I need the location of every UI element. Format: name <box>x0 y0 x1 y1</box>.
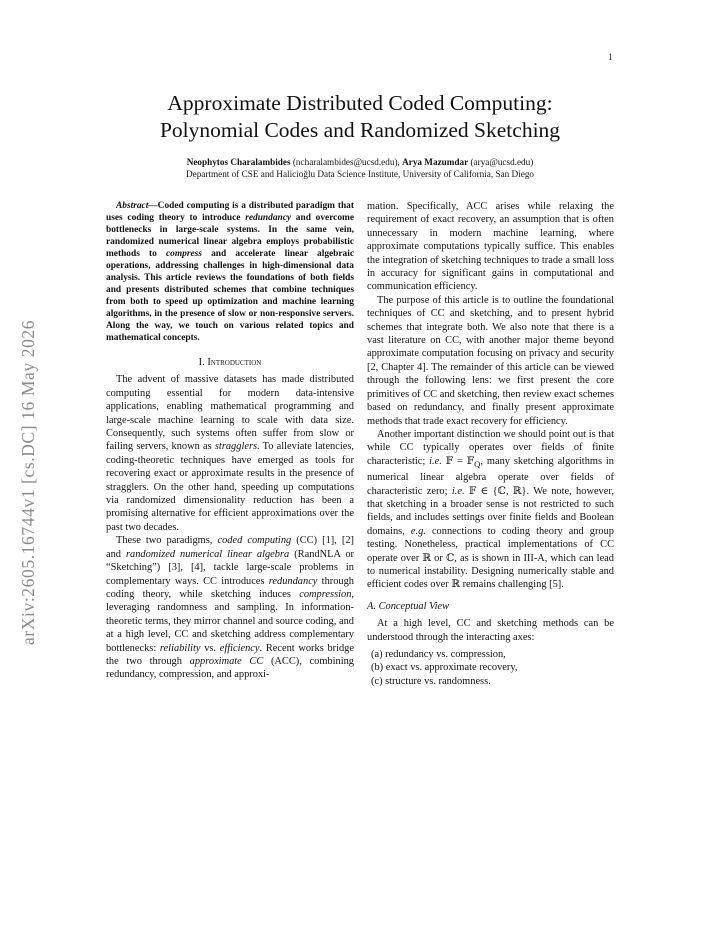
abstract-text-2: and overcome bottlenecks in large-scale systems. In the same vein, randomized numerical linear algebra employs probabilistic methods to <box>106 213 355 259</box>
subsection-label: A. <box>367 600 376 612</box>
author-1-name: Neophytos Charalambides <box>186 157 291 167</box>
abstract-dash: — <box>148 201 158 211</box>
subsection-heading-conceptual-view <box>367 600 614 613</box>
p2-emph-redundancy: redundancy <box>268 575 318 587</box>
subsection-title: Conceptual View <box>378 600 450 612</box>
p5-ie-1: i.e. <box>429 455 442 467</box>
intro-paragraph-1 <box>106 373 354 534</box>
p2-emph-coded-computing: coded computing <box>217 535 292 547</box>
p2-emph-acc: approximate CC <box>189 655 264 667</box>
section-number: I. <box>198 357 205 368</box>
p2-emph-randnla: randomized numerical linear algebra <box>125 548 290 560</box>
title-line-2: Polynomial Codes and Randomized Sketching <box>159 118 561 142</box>
list-item: (c) structure vs. randomness. <box>371 675 491 687</box>
p5-eg: e.g. <box>410 525 426 537</box>
p2-text-k: vs. <box>200 642 220 654</box>
p2-text-a: These two paradigms, <box>116 535 218 547</box>
p5-ie-2: i.e. <box>451 485 465 497</box>
p5-field-sub: Q <box>474 458 481 469</box>
p1-text-a: The advent of massive datasets has made distributed computing essential for modern data-intensive applications, enabling mathematical programming and large-scale machine learning to scale with data size. Consequently, such systems often suffer from slow or failing servers, known as <box>106 374 354 453</box>
left-column <box>106 200 354 682</box>
p2-emph-compression: compression <box>299 588 352 600</box>
section-title: Introduction <box>207 357 262 368</box>
author-line <box>100 156 620 168</box>
abstract-label: Abstract <box>116 201 149 211</box>
intro-paragraph-5 <box>367 428 614 592</box>
title-line-1: Approximate Distributed Coded Computing: <box>167 91 553 115</box>
p2-text-m: . Recent works bridge the two through <box>106 642 354 667</box>
paper-title <box>100 90 620 144</box>
abstract-text-1: Coded computing is a distributed paradigm that uses coding theory to introduce <box>106 201 354 223</box>
abstract-text-3: and accelerate linear algebraic operations, addressing challenges in high-dimensional data analysis. This article reviews the foundations of both fields and presents distributed schemes that combine techniques from both to speed up optimization and machine learning algorithms, in the presence of slow or non-responsive servers. Along the way, we touch on various related topics and mathematical concepts. <box>106 249 354 343</box>
intro-paragraph-4: The purpose of this article is to outline the foundational techniques of CC and sketching, and to present hybrid schemes that integrate both. We also note that there is a vast literature on CC, with another major theme beyond approximate computation focusing on privacy and security [2, Chapter 4]. The remainder of this article can be viewed through the following lens: we first present the core primitives of CC and sketching, then review exact schemes based on redundancy, and finally present approximate methods that trade exact recovery for efficiency. <box>367 294 614 427</box>
p2-text-c: (CC) [1], [2] and <box>106 535 355 560</box>
p5-text-e: connections to coding theory and group testing. Nonetheless, practical implementations of CC operate over ℝ or ℂ, as is shown in III-A, which can lead to numerical instability. Designing numerically stable and efficient codes over ℝ remains challenging [5]. <box>367 525 615 591</box>
axes-list <box>367 648 614 688</box>
author-block <box>100 156 620 180</box>
intro-paragraph-3: mation. Specifically, ACC arises while relaxing the requirement of exact recovery, an assumption that is often unnecessary in modern machine learning, where approximate computations typically suffice. This enables the integration of sketching techniques to trade a small loss in accuracy for significant gains in computational and communication efficiency. <box>367 201 614 293</box>
affiliation: Department of CSE and Halicioğlu Data Science Institute, University of California, San Diego <box>185 169 535 179</box>
p1-emph-stragglers: stragglers <box>214 441 258 453</box>
p2-text-g: through coding theory, while sketching induces <box>106 575 354 600</box>
p2-text-e: (RandNLA or “Sketching”) [3], [4], tackle large-scale problems in complementary ways. CC introduces <box>106 548 354 587</box>
section-heading-introduction <box>106 356 354 369</box>
intro-paragraph-2 <box>106 534 354 681</box>
author-2-email: (arya@ucsd.edu) <box>470 157 534 167</box>
page-number: 1 <box>608 52 613 62</box>
p5-field-eq: 𝔽 = 𝔽 <box>441 455 475 467</box>
p2-text-i: , leveraging randomness and sampling. In information-theoretic terms, they mirror channel and source coding, and at a high level, CC and sketching address complementary bottlenecks: <box>106 588 354 654</box>
p5-text-d: 𝔽 ∈ {ℂ, ℝ}. We note, however, that sketching in a broader sense is not restricted to such fields, and includes settings over finite fields and Boolean domains, <box>367 485 615 537</box>
p1-text-c: . To alleviate latencies, coding-theoretic techniques have emerged as tools for recovering exact or approximate results in the presence of stragglers. On the other hand, speeding up computations via randomized dimensionality reduction has been a promising alternative for efficient approximations over the past two decades. <box>106 441 355 533</box>
p5-text-a: Another important distinction we should point out is that while CC typically operates over fields of finite characteristic; <box>367 428 614 467</box>
arxiv-stamp: arXiv:2605.16744v1 [cs.DC] 16 May 2026 <box>18 319 38 645</box>
p2-text-o: (ACC), combining redundancy, compression, and approxi- <box>106 655 354 681</box>
author-1-email: (ncharalambides@ucsd.edu), <box>292 157 400 167</box>
abstract-emph-compress: compress <box>166 249 202 259</box>
abstract <box>106 200 354 344</box>
list-item: (a) redundancy vs. compression, <box>371 649 506 661</box>
intro-paragraph-6: At a high level, CC and sketching methods can be understood through the interacting axes: <box>367 618 614 643</box>
p2-emph-reliability: reliability <box>159 642 201 654</box>
author-2-name: Arya Mazumdar <box>402 157 469 167</box>
p5-text-c: , many sketching algorithms in numerical linear algebra operate over fields of characteristic zero; <box>367 455 614 497</box>
right-column <box>367 200 614 688</box>
list-item: (b) exact vs. approximate recovery, <box>371 662 518 674</box>
p2-emph-efficiency: efficiency <box>219 642 260 654</box>
abstract-emph-redundancy: redundancy <box>245 213 292 223</box>
